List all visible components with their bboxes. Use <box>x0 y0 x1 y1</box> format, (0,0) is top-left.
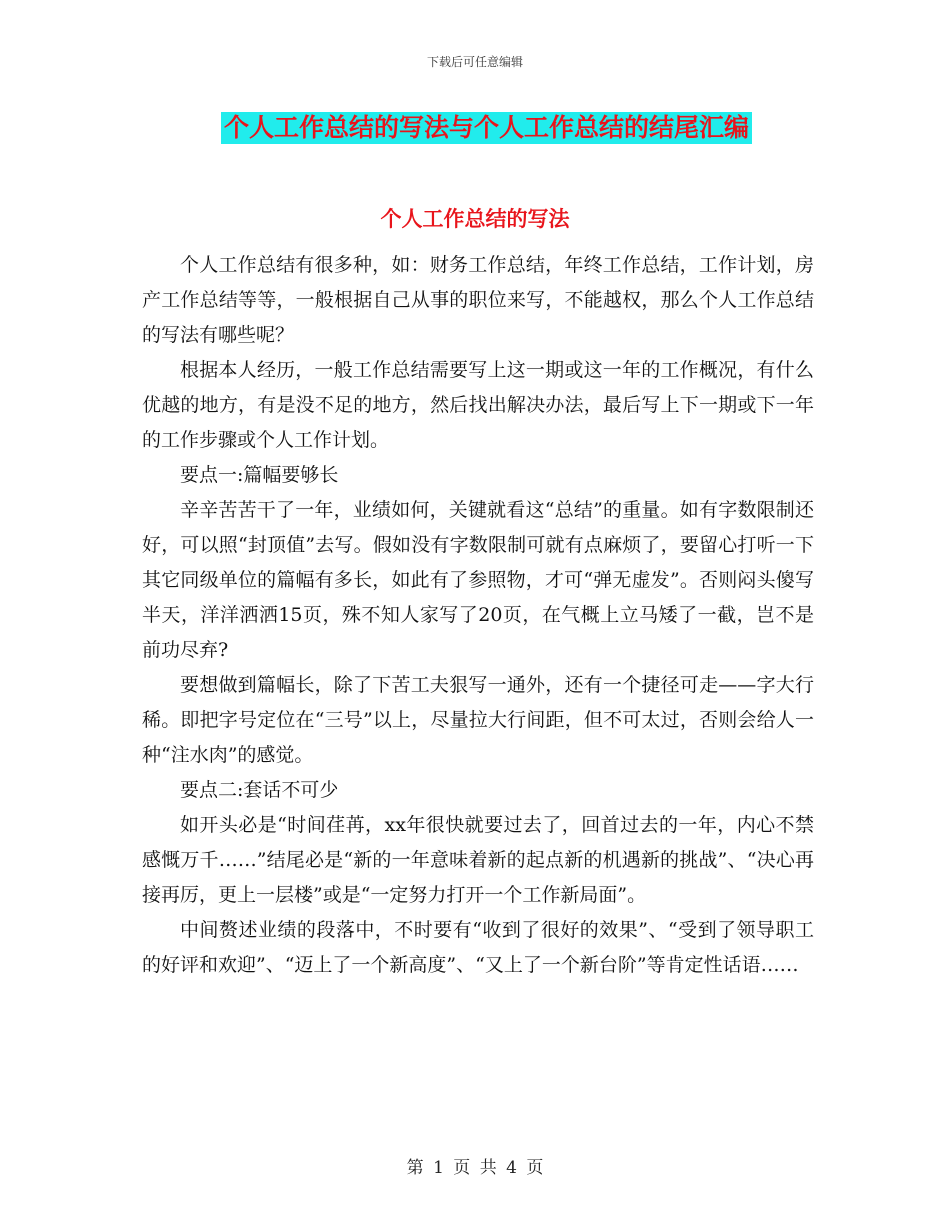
paragraph: 根据本人经历，一般工作总结需要写上这一期或这一年的工作概况，有什么优越的地方，有是没不足的地方，然后找出解决办法，最后写上下一期或下一年的工作步骤或个人工作计划。 <box>142 359 814 451</box>
section-heading: 个人工作总结的写法 <box>380 206 570 231</box>
page-header-note: 下载后可任意编辑 <box>426 55 523 69</box>
subheading-point-two: 要点二:套话不可少 <box>180 779 339 801</box>
paragraph: 个人工作总结有很多种，如：财务工作总结，年终工作总结，工作计划，房产工作总结等等，一般根据自己从事的职位来写，不能越权，那么个人工作总结的写法有哪些呢？ <box>142 254 814 346</box>
paragraph: 中间赘述业绩的段落中，不时要有“收到了很好的效果”、“受到了领导职工的好评和欢迎”、“迈上了一个新高度”、“又上了一个新台阶”等肯定性话语…… <box>142 919 814 976</box>
paragraph: 如开头必是“时间荏苒，xx年很快就要过去了，回首过去的一年，内心不禁感慨万千……”结尾必是“新的一年意味着新的起点新的机遇新的挑战”、“决心再接再厉，更上一层楼”或是“一定努力打开一个工作新局面”。 <box>142 814 814 906</box>
paragraph: 要想做到篇幅长，除了下苦工夫狠写一通外，还有一个捷径可走——字大行稀。即把字号定位在“三号”以上，尽量拉大行间距，但不可太过，否则会给人一种“注水肉”的感觉。 <box>142 674 814 766</box>
document-body <box>142 248 814 983</box>
subheading-point-one: 要点一:篇幅要够长 <box>180 464 339 486</box>
paragraph: 辛辛苦苦干了一年，业绩如何，关键就看这“总结”的重量。如有字数限制还好，可以照“封顶值”去写。假如没有字数限制可就有点麻烦了，要留心打听一下其它同级单位的篇幅有多长，如此有了参照物，才可“弹无虚发”。否则闷头傻写半天，洋洋洒洒15页，殊不知人家写了20页，在气概上立马矮了一截，岂不是前功尽弃? <box>142 499 814 661</box>
page-number-footer: 第 1 页 共 4 页 <box>406 1158 544 1178</box>
document-title: 个人工作总结的写法与个人工作总结的结尾汇编 <box>221 112 752 144</box>
